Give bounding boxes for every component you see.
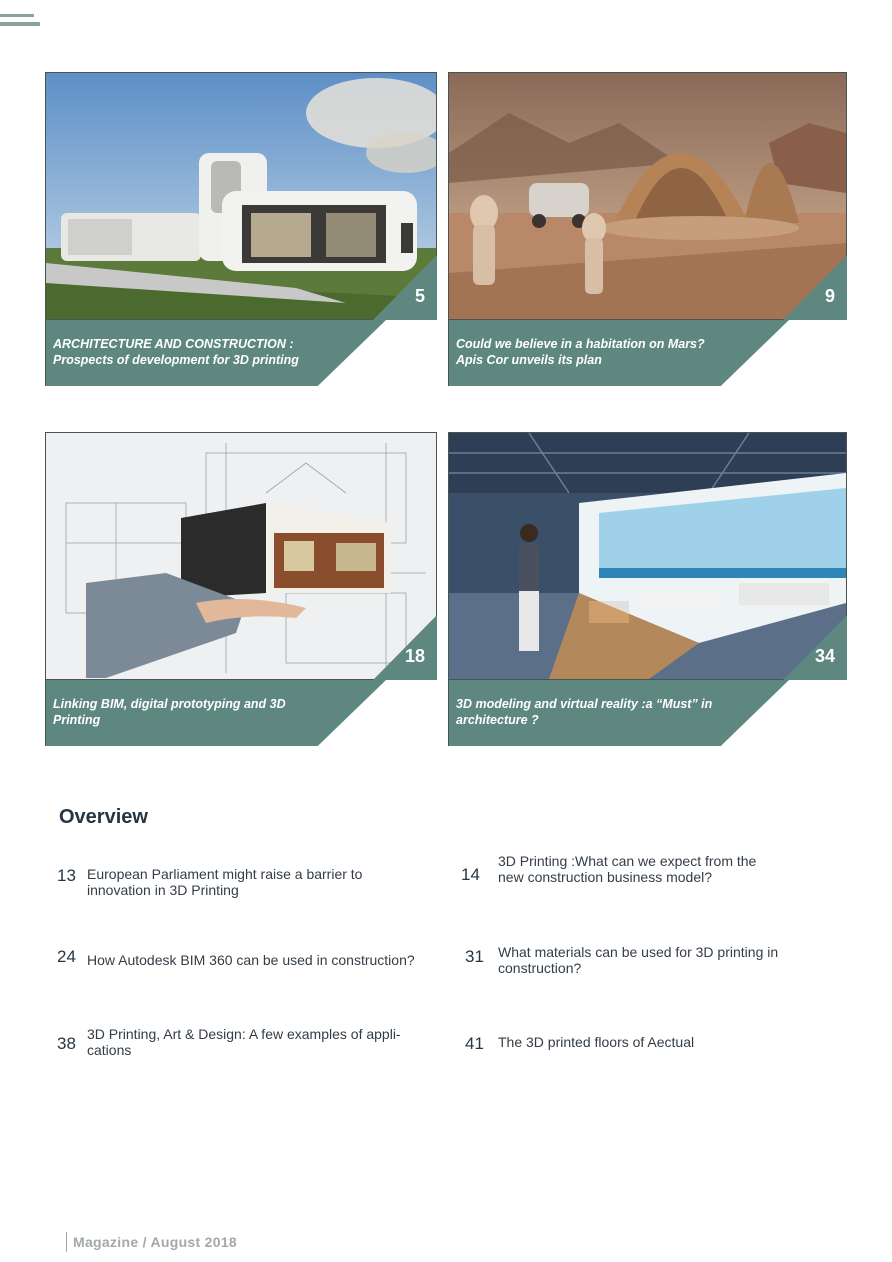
overview-page-number: 24 bbox=[57, 947, 76, 966]
feature-title[interactable] bbox=[53, 336, 353, 368]
feature-title-line1: ARCHITECTURE AND CONSTRUCTION : bbox=[53, 337, 294, 351]
feature-title-line2: Apis Cor unveils its plan bbox=[456, 353, 602, 367]
feature-image-vr-architecture bbox=[448, 432, 847, 680]
feature-image-mars-habitat bbox=[448, 72, 847, 320]
feature-title-line1: 3D modeling and virtual reality :a “Must” in bbox=[456, 697, 713, 711]
overview-page-number: 38 bbox=[57, 1034, 76, 1053]
overview-page-number: 13 bbox=[57, 866, 76, 885]
feature-title-line2: architecture ? bbox=[456, 713, 539, 727]
feature-card-mars[interactable] bbox=[448, 72, 847, 388]
feature-title[interactable] bbox=[456, 336, 756, 368]
feature-image-bim-model bbox=[45, 432, 437, 680]
footer-issue-label: Magazine / August 2018 bbox=[66, 1232, 237, 1252]
overview-item-line1: European Parliament might raise a barrier to bbox=[87, 866, 363, 882]
overview-page-number: 14 bbox=[461, 865, 480, 884]
page-number: 34 bbox=[814, 646, 835, 666]
overview-item-text bbox=[498, 1034, 858, 1050]
overview-page-number: 31 bbox=[465, 947, 484, 966]
overview-item-text bbox=[87, 866, 447, 898]
overview-item-line2: innovation in 3D Printing bbox=[87, 882, 239, 898]
overview-item-line1: The 3D printed floors of Aectual bbox=[498, 1034, 695, 1050]
feature-card-vr[interactable] bbox=[448, 432, 847, 748]
overview-item-line2: new construction business model? bbox=[498, 869, 713, 885]
overview-item-line2: construction? bbox=[498, 960, 582, 976]
page-number: 9 bbox=[824, 286, 835, 306]
overview-item-text bbox=[498, 853, 858, 885]
corner-bar-bottom bbox=[0, 22, 40, 26]
feature-title[interactable] bbox=[53, 696, 353, 728]
feature-title-line1: Could we believe in a habitation on Mars? bbox=[456, 337, 705, 351]
overview-item-text bbox=[87, 952, 467, 968]
overview-item-line1: What materials can be used for 3D printing in bbox=[498, 944, 779, 960]
feature-title-line1: Linking BIM, digital prototyping and 3D bbox=[53, 697, 286, 711]
overview-item-line1: 3D Printing :What can we expect from the bbox=[498, 853, 757, 869]
feature-image-3d-printed-office bbox=[45, 72, 437, 320]
overview-page-number: 41 bbox=[465, 1034, 484, 1053]
corner-bar-top bbox=[0, 14, 34, 17]
page-number: 18 bbox=[404, 646, 425, 666]
page-number: 5 bbox=[414, 286, 425, 306]
overview-item-line1: How Autodesk BIM 360 can be used in construction? bbox=[87, 952, 415, 968]
feature-title-line2: Printing bbox=[53, 713, 101, 727]
feature-card-architecture[interactable] bbox=[45, 72, 437, 388]
feature-title[interactable] bbox=[456, 696, 756, 728]
overview-heading: Overview bbox=[59, 806, 148, 828]
overview-item-text bbox=[498, 944, 858, 976]
overview-item-line2: cations bbox=[87, 1042, 132, 1058]
overview-item-line1: 3D Printing, Art & Design: A few examples of appli- bbox=[87, 1026, 401, 1042]
overview-item-text bbox=[87, 1026, 447, 1058]
feature-title-line2: Prospects of development for 3D printing bbox=[53, 353, 299, 367]
feature-card-bim[interactable] bbox=[45, 432, 437, 748]
